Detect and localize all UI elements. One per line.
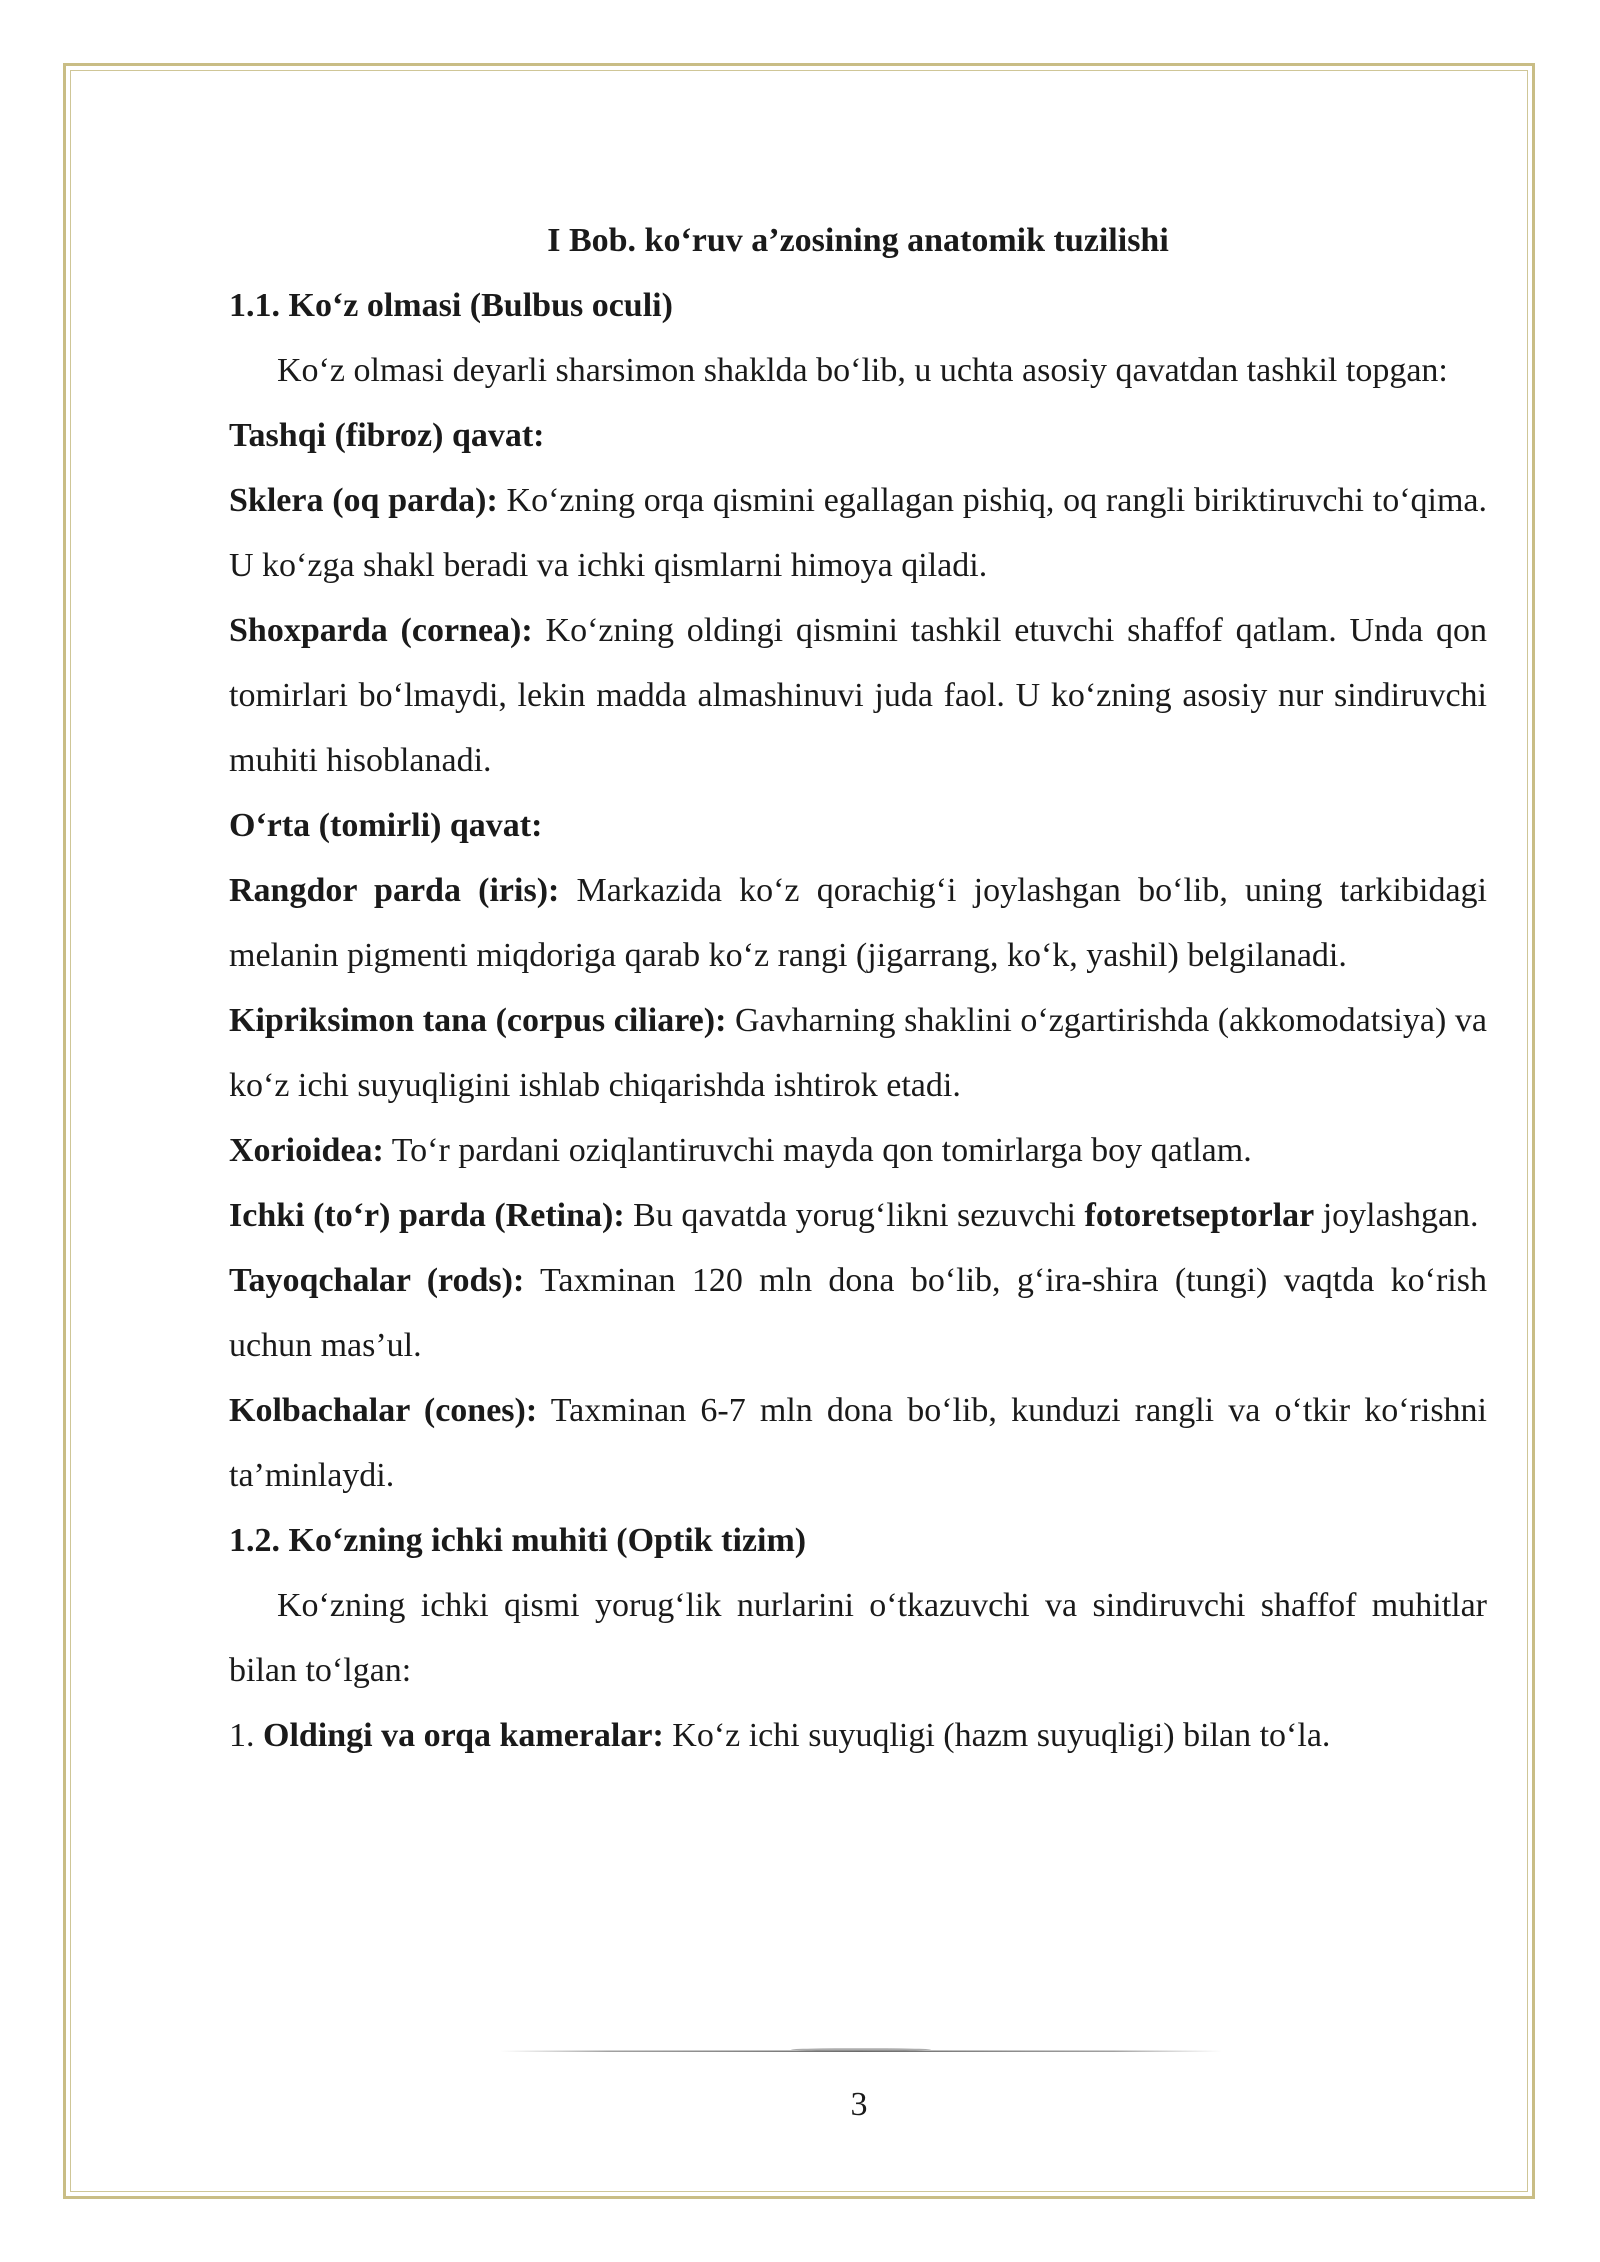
ciliary-paragraph (229, 988, 1487, 1118)
cones-term: Kolbachalar (cones): (229, 1392, 538, 1429)
footer-separator (500, 2048, 1222, 2054)
cornea-text: Ko‘zning oldingi qismini tashkil etuvchi shaffof qatlam. Unda qon tomirlari bo‘lmaydi, lekin madda almashinuvi juda faol. U ko‘zning asosiy nur sindiruvchi muhiti hisoblanadi. (229, 612, 1487, 779)
retina-text-end: joylashgan. (1314, 1197, 1479, 1234)
page-content (229, 208, 1487, 1768)
outer-layer-heading: Tashqi (fibroz) qavat: (229, 417, 545, 454)
ciliary-term: Kipriksimon tana (corpus ciliare): (229, 1002, 727, 1039)
rods-term: Tayoqchalar (rods): (229, 1262, 525, 1299)
sclera-text: Ko‘zning orqa qismini egallagan pishiq, oq rangli biriktiruvchi to‘qima. U ko‘zga shakl beradi va ichki qismlarni himoya qiladi. (229, 482, 1487, 584)
photoreceptors-term: fotoretseptorlar (1084, 1197, 1315, 1234)
cornea-term: Shoxparda (cornea): (229, 612, 533, 649)
choroid-term: Xorioidea: (229, 1132, 384, 1169)
sclera-paragraph (229, 468, 1487, 598)
cornea-paragraph (229, 598, 1487, 793)
iris-paragraph (229, 858, 1487, 988)
retina-term: Ichki (to‘r) parda (Retina): (229, 1197, 625, 1234)
sclera-term: Sklera (oq parda): (229, 482, 498, 519)
iris-term: Rangdor parda (iris): (229, 872, 560, 909)
iris-text: Markazida ko‘z qorachig‘i joylashgan bo‘lib, uning tarkibidagi melanin pigmenti miqdoriga qarab ko‘z rangi (jigarrang, ko‘k, yashil) belgilanadi. (229, 872, 1487, 974)
ciliary-text: Gavharning shaklini o‘zgartirishda (akkomodatsiya) va ko‘z ichi suyuqligini ishlab chiqarishda ishtirok etadi. (229, 1002, 1487, 1104)
chapter-title: I Bob. ko‘ruv a’zosining anatomik tuzilishi (547, 222, 1169, 259)
cones-text: Taxminan 6-7 mln dona bo‘lib, kunduzi rangli va o‘tkir ko‘rishni ta’minlaydi. (229, 1392, 1487, 1494)
choroid-text: To‘r pardani oziqlantiruvchi mayda qon tomirlarga boy qatlam. (383, 1132, 1252, 1169)
retina-text: Bu qavatda yorug‘likni sezuvchi (624, 1197, 1085, 1234)
section-1-2-intro: Ko‘zning ichki qismi yorug‘lik nurlarini o‘tkazuvchi va sindiruvchi shaffof muhitlar bilan to‘lgan: (229, 1587, 1487, 1689)
list-item-1 (229, 1703, 1487, 1768)
section-1-1-intro: Ko‘z olmasi deyarli sharsimon shaklda bo‘lib, u uchta asosiy qavatdan tashkil topgan: (277, 352, 1448, 389)
page-number: 3 (850, 2086, 868, 2123)
choroid-paragraph (229, 1118, 1487, 1183)
cones-paragraph (229, 1378, 1487, 1508)
list-item-1-term: Oldingi va orqa kameralar: (263, 1717, 664, 1754)
rods-paragraph (229, 1248, 1487, 1378)
middle-layer-heading: O‘rta (tomirli) qavat: (229, 807, 543, 844)
list-item-1-text: Ko‘z ichi suyuqligi (hazm suyuqligi) bilan to‘la. (663, 1717, 1331, 1754)
section-title-1-1: 1.1. Ko‘z olmasi (Bulbus oculi) (229, 287, 673, 324)
list-item-1-number: 1. (229, 1717, 263, 1754)
rods-text: Taxminan 120 mln dona bo‘lib, g‘ira-shira (tungi) vaqtda ko‘rish uchun mas’ul. (229, 1262, 1487, 1364)
section-title-1-2: 1.2. Ko‘zning ichki muhiti (Optik tizim) (229, 1522, 807, 1559)
retina-paragraph (229, 1183, 1487, 1248)
